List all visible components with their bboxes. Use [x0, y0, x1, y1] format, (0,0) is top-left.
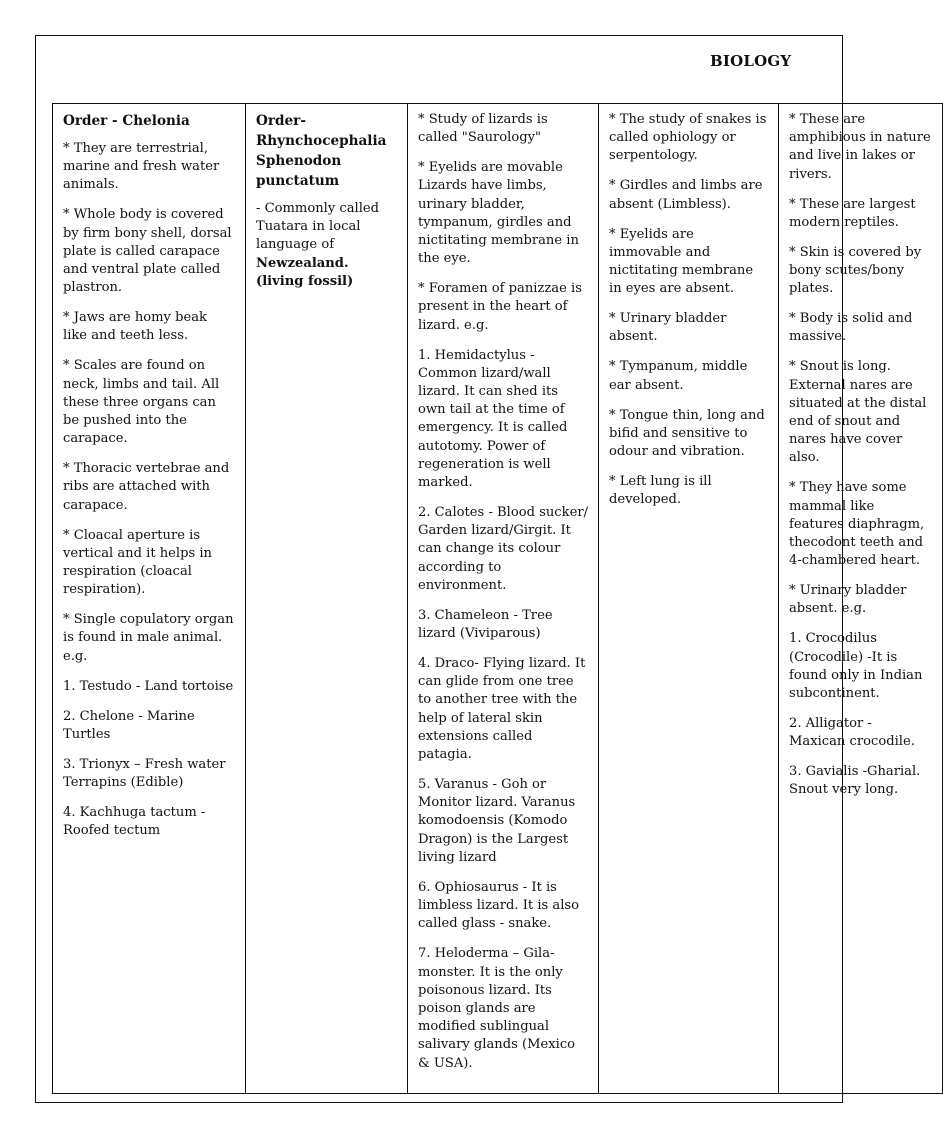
list-item: * Cloacal aperture is vertical and it helps in respiration (cloacal respiration). [63, 527, 212, 598]
list-item: 6. Ophiosaurus - It is limbless lizard. It is also called glass - snake. [418, 879, 580, 932]
list-item: * These are largest modern reptiles. [789, 196, 916, 230]
snakes-cell [599, 104, 779, 1094]
table-row [53, 104, 943, 1094]
list-item: 3. Trionyx – Fresh water Terrapins (Edible) [63, 756, 226, 791]
list-item: 1. Hemidactylus - Common lizard/wall lizard. It can shed its own tail at the time of emergency. It is called autotomy. Power of regeneration is well marked. [418, 347, 568, 491]
list-item: * Scales are found on neck, limbs and tail. All these three organs can be pushed into the carapace. [63, 358, 220, 447]
rhynchocephalia-title: Order- Rhynchocephalia Sphenodon punctatum [256, 113, 387, 189]
list-item: 2. Calotes - Blood sucker/ Garden lizard/Girgit. It can change its colour according to environment. [418, 505, 588, 593]
list-item: * Single copulatory organ is found in male animal. e.g. [63, 612, 234, 664]
newzealand-living-fossil: Newzealand. (living fossil) [256, 255, 354, 289]
list-item: 2. Chelone - Marine Turtles [63, 708, 195, 742]
lizards-cell [408, 104, 599, 1094]
chelonia-title: Order - Chelonia [63, 113, 190, 129]
crocodiles-cell [779, 104, 943, 1094]
list-item: * Study of lizards is called "Saurology" [418, 112, 548, 146]
list-item: * Girdles and limbs are absent (Limbless). [609, 178, 763, 212]
list-item: * They have some mammal like features diaphragm, thecodont teeth and 4-chambered heart. [789, 480, 925, 569]
list-item: 1. Crocodilus (Crocodile) -It is found only in Indian subcontinent. [789, 631, 923, 702]
list-item: * Urinary bladder absent. e.g. [789, 583, 907, 617]
list-item: 3. Gavialis -Gharial. Snout very long. [789, 764, 921, 798]
list-item: * Tongue thin, long and bifid and sensitive to odour and vibration. [609, 407, 765, 460]
list-item: 2. Alligator - Maxican crocodile. [789, 716, 915, 750]
list-item: * Body is solid and massive. [789, 311, 913, 345]
list-item: * Snout is long. External nares are situated at the distal end of snout and nares have cover also. [789, 359, 927, 466]
list-item: * Whole body is covered by firm bony shell, dorsal plate is called carapace and ventral plate called plastron. [63, 207, 232, 296]
list-item: * Eyelids are movable Lizards have limbs, urinary bladder, tympanum, girdles and nictitating membrane in the eye. [418, 160, 579, 267]
list-item: 5. Varanus - Goh or Monitor lizard. Varanus komodoensis (Komodo Dragon) is the Largest living lizard [418, 777, 576, 865]
list-item: * Foramen of panizzae is present in the heart of lizard. e.g. [418, 281, 582, 333]
list-item: * They are terrestrial, marine and fresh water animals. [63, 141, 220, 193]
list-item: 3. Chameleon - Tree lizard (Viviparous) [418, 607, 553, 642]
chelonia-cell [53, 104, 246, 1094]
list-item: * Tympanum, middle ear absent. [609, 359, 748, 393]
list-item: * Thoracic vertebrae and ribs are attached with carapace. [63, 461, 230, 513]
rhynchocephalia-cell [246, 104, 408, 1094]
list-item: 7. Heloderma – Gila-monster. It is the only poisonous lizard. Its poison glands are modified sublingual salivary glands (Mexico & USA). [418, 946, 576, 1071]
reptile-orders-table [52, 103, 943, 1094]
tuatara-description [256, 200, 397, 291]
list-item: * Jaws are homy beak like and teeth less. [63, 310, 207, 344]
list-item: * These are amphibious in nature and live in lakes or rivers. [789, 112, 931, 182]
list-item: * Urinary bladder absent. [609, 311, 727, 345]
list-item: * Eyelids are immovable and nictitating membrane in eyes are absent. [609, 226, 754, 297]
list-item: * Skin is covered by bony scutes/bony plates. [789, 244, 922, 297]
subject-heading: BIOLOGY [710, 52, 792, 70]
list-item: 4. Draco- Flying lizard. It can glide from one tree to another tree with the help of lateral skin extensions called patagia. [418, 656, 586, 763]
list-item: * The study of snakes is called ophiology or serpentology. [609, 112, 767, 164]
tuatara-text: - Commonly called Tuatara in local language of [256, 201, 380, 253]
list-item: 1. Testudo - Land tortoise [63, 678, 234, 694]
list-item: 4. Kachhuga tactum - Roofed tectum [63, 805, 206, 839]
list-item: * Left lung is ill developed. [609, 474, 712, 508]
